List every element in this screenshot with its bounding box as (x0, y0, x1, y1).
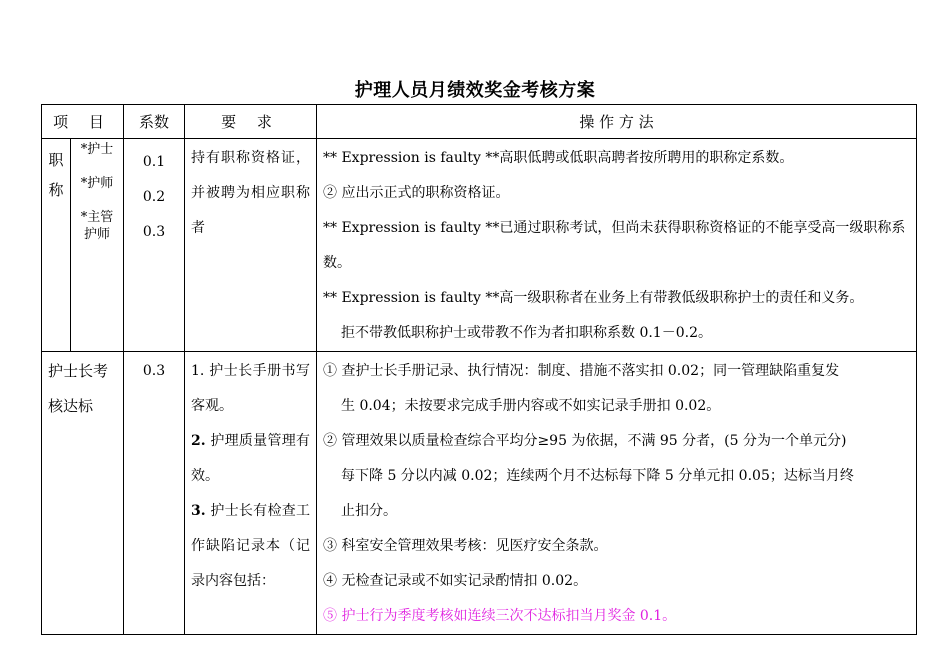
table-row-zhicheng (42, 139, 917, 352)
method-item: 拒不带教低职称护士或带教不作为者扣职称系数 0.1－0.2。 (341, 325, 712, 341)
method-item: ② 应出示正式的职称资格证。 (323, 185, 510, 201)
level-chief-line1: *主管 (80, 210, 114, 225)
level-senior-nurse: *护师 (80, 176, 114, 191)
zhicheng-levels (71, 139, 124, 352)
requirement-2: 2. 护理质量管理有效。 (191, 433, 311, 484)
zhicheng-label: 职 称 (42, 139, 71, 352)
coef-senior-nurse: 0.2 (142, 189, 166, 205)
headnurse-requirements (185, 352, 317, 635)
zhicheng-methods (317, 139, 917, 352)
method-item: ** Expression is faulty **高一级职称者在业务上有带教低级职称护士的责任和义务。 (323, 290, 864, 306)
level-chief-line2: 护师 (83, 227, 110, 242)
method-item: ② 管理效果以质量检查综合平均分≥95 为依据，不满 95 分者，(5 分为一个单元分) (323, 433, 847, 449)
headnurse-methods (317, 352, 917, 635)
method-item-highlight: ⑤ 护士行为季度考核如连续三次不达标扣当月奖金 0.1。 (323, 608, 677, 624)
table-header-row (42, 105, 917, 139)
method-item: 止扣分。 (341, 503, 397, 519)
document-title: 护理人员月绩效奖金考核方案 (354, 80, 596, 101)
coef-chief-nurse: 0.3 (142, 224, 166, 240)
method-item: ④ 无检查记录或不如实记录酌情扣 0.02。 (323, 573, 588, 589)
table-row-headnurse (42, 352, 917, 635)
header-coef: 系数 (124, 105, 185, 139)
zhicheng-coefs (124, 139, 185, 352)
zhicheng-requirement: 持有职称资格证，并被聘为相应职称者 (185, 139, 317, 352)
header-requirement: 要 求 (185, 105, 317, 139)
headnurse-label: 护士长考核达标 (42, 352, 124, 635)
method-item: ** Expression is faulty **高职低聘或低职高聘者按所聘用的职称定系数。 (323, 150, 794, 166)
level-nurse: *护士 (80, 142, 114, 157)
method-item: ③ 科室安全管理效果考核：见医疗安全条款。 (323, 538, 608, 554)
method-item: ① 查护士长手册记录、执行情况：制度、措施不落实扣 0.02；同一管理缺陷重复发 (323, 363, 840, 379)
coef-nurse: 0.1 (142, 154, 166, 170)
method-item: ** Expression is faulty **已通过职称考试，但尚未获得职称资格证的不能享受高一级职称系数。 (323, 220, 906, 271)
requirement-1: 1. 护士长手册书写客观。 (191, 363, 310, 414)
headnurse-coef: 0.3 (124, 352, 185, 635)
requirement-3: 3. 护士长有检查工作缺陷记录本（记录内容包括： (191, 503, 311, 589)
method-item: 每下降 5 分以内减 0.02；连续两个月不达标每下降 5 分单元扣 0.05；达标当月终 (341, 468, 854, 484)
assessment-table (41, 104, 917, 635)
header-item: 项 目 (42, 105, 124, 139)
method-item: 生 0.04；未按要求完成手册内容或不如实记录手册扣 0.02。 (341, 398, 721, 414)
header-method: 操 作 方 法 (317, 105, 917, 139)
